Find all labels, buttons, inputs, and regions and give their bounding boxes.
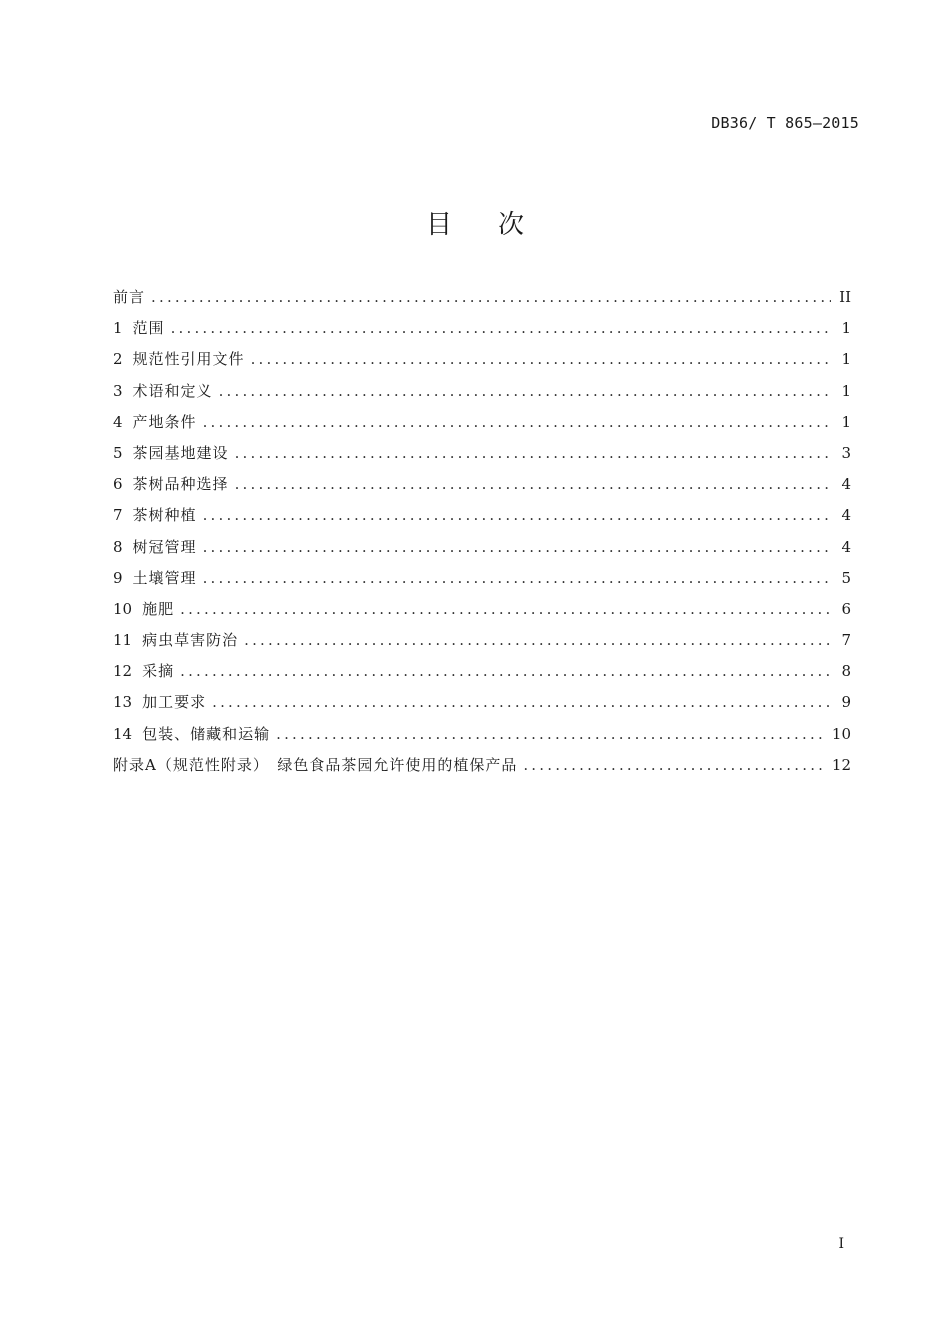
toc-entry-page: 4 [841, 475, 851, 494]
toc-entry-label: 范围 [132, 319, 165, 338]
toc-dot-leader [203, 538, 831, 556]
toc-dot-leader [212, 693, 831, 711]
toc-entry-number: 4 [113, 412, 123, 431]
toc-entry-page: 4 [841, 506, 851, 525]
table-of-contents [113, 286, 851, 785]
toc-entry-number: 1 [113, 319, 123, 338]
toc-entry-number: 12 [113, 662, 133, 681]
toc-entry-4[interactable] [113, 411, 851, 442]
toc-entry-page: 1 [841, 381, 851, 400]
toc-entry-label: 包装、储藏和运输 [142, 724, 271, 743]
toc-dot-leader [276, 725, 826, 743]
toc-entry-number: 13 [113, 693, 133, 712]
toc-entry-2[interactable] [113, 348, 851, 379]
toc-entry-13[interactable] [113, 691, 851, 722]
toc-entry-5[interactable] [113, 442, 851, 473]
toc-dot-leader [151, 288, 831, 306]
toc-entry-number: 9 [113, 568, 123, 587]
toc-dot-leader [235, 475, 831, 493]
toc-entry-number: 6 [113, 475, 123, 494]
toc-entry-label: 施肥 [142, 599, 175, 618]
toc-entry-page: 3 [841, 443, 851, 462]
toc-entry-number: 10 [113, 599, 133, 618]
toc-entry-number: 11 [113, 631, 133, 650]
toc-dot-leader [251, 350, 831, 368]
toc-entry-6[interactable] [113, 473, 851, 504]
toc-entry-number: 7 [113, 506, 123, 525]
toc-entry-3[interactable] [113, 380, 851, 411]
toc-entry-label: 产地条件 [132, 412, 197, 431]
toc-entry-number: 8 [113, 537, 123, 556]
page-number: I [838, 1236, 844, 1252]
toc-entry-14[interactable] [113, 723, 851, 754]
toc-entry-label: 树冠管理 [132, 537, 197, 556]
toc-entry-label: 茶树种植 [132, 506, 197, 525]
toc-entry-label: 附录A（规范性附录） 绿色食品茶园允许使用的植保产品 [113, 755, 518, 774]
toc-entry-8[interactable] [113, 536, 851, 567]
toc-entry-foreword[interactable] [113, 286, 851, 317]
document-code: DB36/ T 865—2015 [711, 114, 859, 132]
toc-entry-page: 1 [841, 412, 851, 431]
toc-dot-leader [203, 413, 831, 431]
toc-entry-11[interactable] [113, 629, 851, 660]
toc-entry-label: 术语和定义 [132, 381, 213, 400]
toc-entry-label: 茶园基地建设 [132, 443, 229, 462]
toc-entry-page: 10 [831, 724, 851, 743]
toc-entry-number: 2 [113, 350, 123, 369]
toc-entry-10[interactable] [113, 598, 851, 629]
toc-entry-label: 采摘 [142, 662, 175, 681]
toc-dot-leader [203, 506, 831, 524]
toc-dot-leader [180, 662, 831, 680]
toc-entry-7[interactable] [113, 504, 851, 535]
toc-entry-page: 1 [841, 350, 851, 369]
toc-dot-leader [235, 444, 831, 462]
toc-entry-page: 6 [841, 599, 851, 618]
toc-entry-label: 茶树品种选择 [132, 475, 229, 494]
toc-dot-leader [219, 382, 831, 400]
toc-entry-page: 7 [841, 631, 851, 650]
toc-entry-9[interactable] [113, 567, 851, 598]
toc-entry-number: 5 [113, 443, 123, 462]
toc-entry-page: 12 [831, 755, 851, 774]
toc-entry-page: 4 [841, 537, 851, 556]
toc-dot-leader [244, 631, 831, 649]
toc-entry-label: 病虫草害防治 [142, 631, 239, 650]
toc-entry-number: 14 [113, 724, 133, 743]
toc-entry-label: 加工要求 [142, 693, 207, 712]
toc-dot-leader [180, 600, 831, 618]
toc-entry-page: 5 [841, 568, 851, 587]
toc-entry-appendix-a[interactable] [113, 754, 851, 785]
toc-dot-leader [203, 569, 831, 587]
toc-dot-leader [523, 756, 826, 774]
toc-entry-page: 1 [841, 319, 851, 338]
toc-entry-page: II [839, 288, 851, 306]
toc-entry-page: 8 [841, 662, 851, 681]
toc-entry-number: 3 [113, 381, 123, 400]
toc-entry-12[interactable] [113, 660, 851, 691]
toc-entry-page: 9 [841, 693, 851, 712]
page-title: 目次 [425, 210, 570, 240]
toc-entry-1[interactable] [113, 317, 851, 348]
toc-entry-label: 土壤管理 [132, 568, 197, 587]
toc-dot-leader [171, 319, 831, 337]
toc-entry-label: 前言 [113, 288, 146, 306]
toc-entry-label: 规范性引用文件 [132, 350, 245, 369]
